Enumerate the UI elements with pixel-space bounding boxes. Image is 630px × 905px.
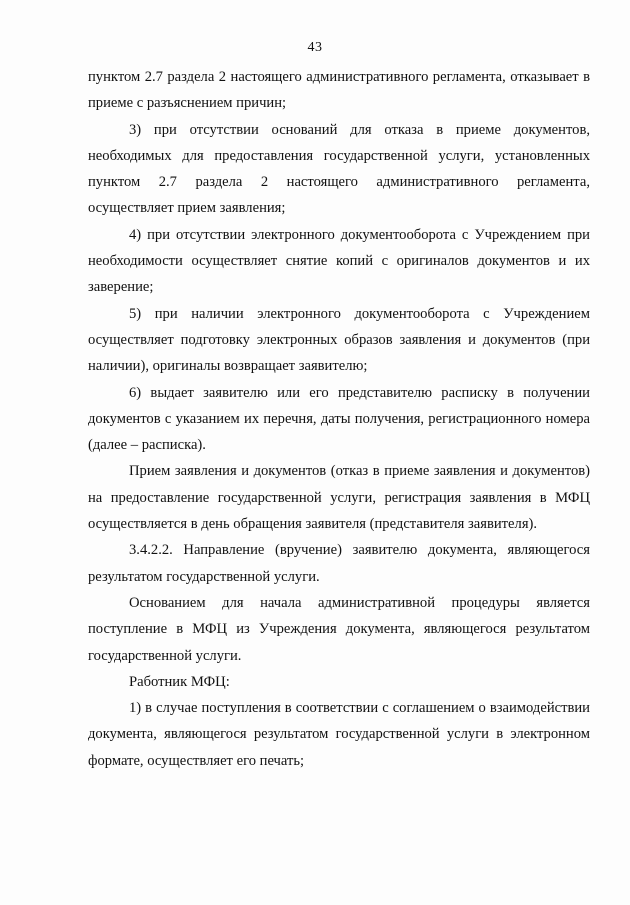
document-body [88, 64, 590, 774]
page-number: 43 [307, 40, 323, 55]
section-heading-3-4-2-2: 3.4.2.2. Направление (вручение) заявителю документа, являющегося результатом государственной услуги. [88, 542, 590, 585]
paragraph-mfc-worker: Работник МФЦ: [129, 673, 230, 690]
paragraph-item-6: 6) выдает заявителю или его представителю расписку в получении документов с указанием их перечня, даты получения, регистрационного номера (далее – расписка). [88, 384, 590, 454]
paragraph-item-1: 1) в случае поступления в соответствии с соглашением о взаимодействии документа, являющегося результатом государственной услуги в электронном формате, осуществляет его печать; [88, 700, 590, 769]
paragraph-item-3: 3) при отсутствии оснований для отказа в приеме документов, необходимых для предоставления государственной услуги, установленных пунктом 2.7 раздела 2 настоящего административного регламента, осуществляет прием заявления; [88, 121, 590, 217]
paragraph-continuation: пунктом 2.7 раздела 2 настоящего административного регламента, отказывает в приеме с разъяснением причин; [88, 69, 590, 112]
paragraph-item-4: 4) при отсутствии электронного документооборота с Учреждением при необходимости осуществляет снятие копий с оригиналов документов и их заверение; [88, 226, 590, 296]
paragraph-item-5: 5) при наличии электронного документооборота с Учреждением осуществляет подготовку электронных образов заявления и документов (при наличии), оригиналы возвращает заявителю; [88, 305, 590, 375]
paragraph-basis: Основанием для начала административной процедуры является поступление в МФЦ из Учреждения документа, являющегося результатом государственной услуги. [88, 594, 590, 664]
paragraph-acceptance: Прием заявления и документов (отказ в приеме заявления и документов) на предоставление государственной услуги, регистрация заявления в МФЦ осуществляется в день обращения заявителя (представителя заявителя). [88, 463, 590, 533]
